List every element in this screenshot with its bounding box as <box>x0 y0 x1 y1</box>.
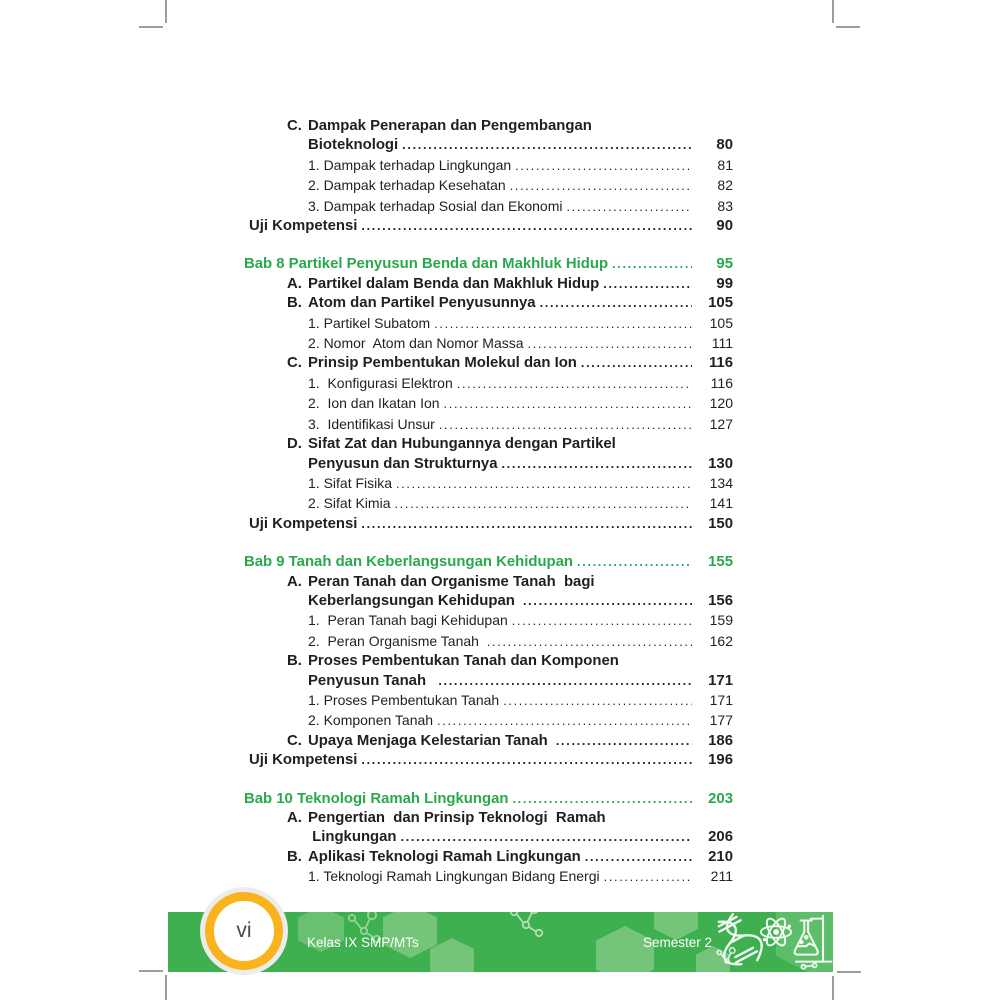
dot-leader <box>401 828 692 847</box>
toc-entry-cont <box>308 136 733 155</box>
toc-entry-title: 2. Komponen Tanah <box>308 712 434 729</box>
toc-entry-page: 80 <box>716 137 733 154</box>
dot-leader <box>503 691 692 711</box>
toc-entry-letter <box>287 573 733 592</box>
toc-entry-page: 105 <box>708 295 733 312</box>
crop-mark-bottom-left-vertical <box>165 975 167 1000</box>
toc-entry-title: 2. Dampak terhadap Kesehatan <box>308 177 506 194</box>
toc-entry-cont <box>308 828 733 847</box>
toc-entry-letter <box>287 652 733 671</box>
toc-entry-title: Uji Kompetensi <box>249 515 358 532</box>
toc-entry-title: Bab 10 Teknologi Ramah Lingkungan <box>244 790 509 807</box>
table-of-contents <box>244 117 733 888</box>
dot-leader <box>515 156 692 176</box>
toc-entry-marker: A. <box>287 275 302 292</box>
toc-entry-marker: A. <box>287 573 302 590</box>
dot-leader <box>361 751 692 770</box>
toc-entry-letter <box>287 275 733 294</box>
toc-entry-letter <box>287 294 733 313</box>
toc-entry-page: 150 <box>708 515 733 532</box>
toc-entry-page: 127 <box>709 415 733 432</box>
footer-book-label: Kelas IX SMP/MTs <box>307 935 419 950</box>
toc-entry-sub <box>308 374 733 394</box>
dot-leader <box>501 455 692 474</box>
dot-leader <box>437 711 692 731</box>
toc-entry-letter <box>287 848 733 867</box>
toc-entry-page: 196 <box>708 752 733 769</box>
toc-entry-page: 155 <box>708 554 733 571</box>
toc-entry-title: Dampak Penerapan dan Pengembangan <box>308 118 592 134</box>
toc-entry-marker: D. <box>287 436 302 453</box>
dot-leader <box>457 374 692 394</box>
toc-entry-page: 159 <box>709 612 733 629</box>
toc-entry-page: 83 <box>717 197 733 214</box>
toc-entry-title: Bioteknologi <box>308 137 399 154</box>
dot-leader <box>402 136 692 155</box>
toc-entry-title: Uji Kompetensi <box>249 752 358 769</box>
toc-entry-letter <box>287 117 733 136</box>
toc-entry-page: 141 <box>709 495 733 512</box>
crop-mark-top-left-horizontal <box>139 26 163 28</box>
crop-mark-top-left-vertical <box>165 0 167 23</box>
toc-entry-page: 95 <box>716 256 733 273</box>
dot-leader <box>438 672 692 691</box>
toc-entry-marker: C. <box>287 118 302 134</box>
toc-entry-letter <box>287 809 733 828</box>
toc-entry-title: Lingkungan <box>308 829 397 846</box>
flask-icon <box>784 913 833 972</box>
toc-entry-sub <box>308 394 733 414</box>
crop-mark-bottom-right-vertical <box>832 976 834 1000</box>
toc-entry-uji <box>249 515 733 534</box>
crop-mark-bottom-left-horizontal <box>139 970 163 972</box>
toc-entry-page: 90 <box>716 218 733 235</box>
dot-leader <box>439 415 692 435</box>
dot-leader <box>487 632 692 652</box>
dot-leader <box>512 790 692 809</box>
page-number-badge <box>205 892 283 970</box>
toc-entry-title: Prinsip Pembentukan Molekul dan Ion <box>308 355 577 372</box>
toc-entry-sub <box>308 474 733 494</box>
toc-entry-title: 1. Teknologi Ramah Lingkungan Bidang Energi <box>308 868 600 885</box>
toc-entry-title: Penyusun Tanah <box>308 672 435 689</box>
toc-entry-page: 111 <box>711 335 733 352</box>
toc-entry-title: 1. Peran Tanah bagi Kehidupan <box>308 612 508 629</box>
toc-entry-page: 116 <box>708 355 733 372</box>
toc-entry-page: 156 <box>708 592 733 609</box>
dot-leader <box>361 515 692 534</box>
dot-leader <box>512 611 692 631</box>
toc-entry-title: Partikel dalam Benda dan Makhluk Hidup <box>308 275 600 292</box>
toc-entry-page: 134 <box>709 474 733 491</box>
toc-entry-letter <box>287 435 733 454</box>
toc-entry-page: 210 <box>708 848 733 865</box>
toc-entry-title: Keberlangsungan Kehidupan <box>308 592 519 609</box>
toc-entry-title: 2. Peran Organisme Tanah <box>308 632 483 649</box>
toc-entry-sub <box>308 334 733 354</box>
toc-entry-marker: B. <box>287 848 302 865</box>
toc-entry-title: Bab 8 Partikel Penyusun Benda dan Makhluk Hidup <box>244 256 609 273</box>
toc-entry-title: Atom dan Partikel Penyusunnya <box>308 295 536 312</box>
toc-entry-cont <box>308 455 733 474</box>
dot-leader <box>361 217 692 236</box>
toc-entry-page: 130 <box>708 455 733 472</box>
toc-entry-title: Uji Kompetensi <box>249 218 358 235</box>
dot-leader <box>528 334 692 354</box>
dot-leader <box>523 592 692 611</box>
toc-entry-sub <box>308 611 733 631</box>
toc-entry-page: 211 <box>710 868 733 885</box>
dot-leader <box>566 197 692 217</box>
toc-entry-letter <box>287 354 733 373</box>
toc-entry-title: 2. Nomor Atom dan Nomor Massa <box>308 335 524 352</box>
toc-entry-title: 1. Partikel Subatom <box>308 314 431 331</box>
toc-entry-marker: B. <box>287 653 302 670</box>
toc-entry-title: Upaya Menjaga Kelestarian Tanah <box>308 732 552 749</box>
toc-entry-title: Proses Pembentukan Tanah dan Komponen <box>308 653 619 670</box>
toc-entry-title: Aplikasi Teknologi Ramah Lingkungan <box>308 848 581 865</box>
toc-entry-title: 2. Ion dan Ikatan Ion <box>308 395 440 412</box>
crop-mark-top-right-vertical <box>832 0 834 23</box>
toc-entry-title: Peran Tanah dan Organisme Tanah bagi <box>308 573 595 590</box>
dna-icon <box>716 912 760 972</box>
toc-entry-page: 177 <box>709 712 733 729</box>
toc-entry-page: 186 <box>708 732 733 749</box>
toc-entry-page: 116 <box>710 374 733 391</box>
dot-leader <box>556 732 692 751</box>
crop-mark-bottom-right-horizontal <box>837 971 861 973</box>
toc-entry-bab <box>244 790 733 809</box>
toc-entry-bab <box>244 255 733 274</box>
toc-entry-uji <box>249 751 733 770</box>
toc-entry-page: 99 <box>716 275 733 292</box>
toc-entry-sub <box>308 197 733 217</box>
toc-entry-page: 120 <box>709 395 733 412</box>
toc-entry-cont <box>308 672 733 691</box>
toc-entry-title: 3. Identifikasi Unsur <box>308 415 435 432</box>
dot-leader <box>585 848 692 867</box>
molecule-icon <box>506 912 546 947</box>
dot-leader <box>396 474 692 494</box>
toc-entry-page: 203 <box>708 790 733 807</box>
toc-entry-title: 2. Sifat Kimia <box>308 495 391 512</box>
toc-entry-sub <box>308 632 733 652</box>
dot-leader <box>434 314 692 334</box>
toc-entry-page: 171 <box>708 672 733 689</box>
footer-semester-label: Semester 2 <box>643 935 713 950</box>
toc-entry-marker: B. <box>287 295 302 312</box>
toc-entry-title: 1. Konfigurasi Elektron <box>308 374 453 391</box>
toc-entry-letter <box>287 732 733 751</box>
toc-entry-sub <box>308 176 733 196</box>
dot-leader <box>540 294 692 313</box>
toc-entry-sub <box>308 494 733 514</box>
toc-entry-sub <box>308 314 733 334</box>
toc-entry-title: Pengertian dan Prinsip Teknologi Ramah <box>308 810 606 826</box>
toc-entry-page: 206 <box>708 829 733 846</box>
dot-leader <box>612 255 692 274</box>
toc-entry-sub <box>308 415 733 435</box>
toc-entry-title: 1. Dampak terhadap Lingkungan <box>308 156 512 173</box>
dot-leader <box>510 176 692 196</box>
toc-entry-page: 82 <box>717 177 733 194</box>
dot-leader <box>444 394 692 414</box>
dot-leader <box>604 867 692 887</box>
toc-entry-page: 162 <box>709 632 733 649</box>
toc-entry-title: Bab 9 Tanah dan Keberlangsungan Kehidupan <box>244 554 574 571</box>
crop-mark-top-right-horizontal <box>836 26 860 28</box>
toc-entry-marker: C. <box>287 355 302 372</box>
dot-leader <box>581 354 692 373</box>
dot-leader <box>577 553 692 572</box>
toc-entry-title: 3. Dampak terhadap Sosial dan Ekonomi <box>308 197 563 214</box>
toc-entry-page: 171 <box>709 691 733 708</box>
toc-entry-marker: A. <box>287 810 302 826</box>
toc-entry-title: 1. Sifat Fisika <box>308 474 393 491</box>
toc-entry-page: 81 <box>717 156 733 173</box>
toc-entry-title: Penyusun dan Strukturnya <box>308 455 498 472</box>
toc-entry-title: 1. Proses Pembentukan Tanah <box>308 691 500 708</box>
toc-entry-page: 105 <box>709 314 733 331</box>
toc-entry-cont <box>308 592 733 611</box>
toc-entry-bab <box>244 553 733 572</box>
toc-entry-uji <box>249 217 733 236</box>
toc-entry-title: Sifat Zat dan Hubungannya dengan Partikel <box>308 436 616 453</box>
dot-leader <box>394 494 692 514</box>
toc-entry-sub <box>308 867 733 887</box>
toc-entry-sub <box>308 691 733 711</box>
toc-entry-sub <box>308 711 733 731</box>
page-number: vi <box>236 919 252 942</box>
toc-entry-sub <box>308 156 733 176</box>
toc-entry-marker: C. <box>287 732 302 749</box>
dot-leader <box>603 275 692 294</box>
